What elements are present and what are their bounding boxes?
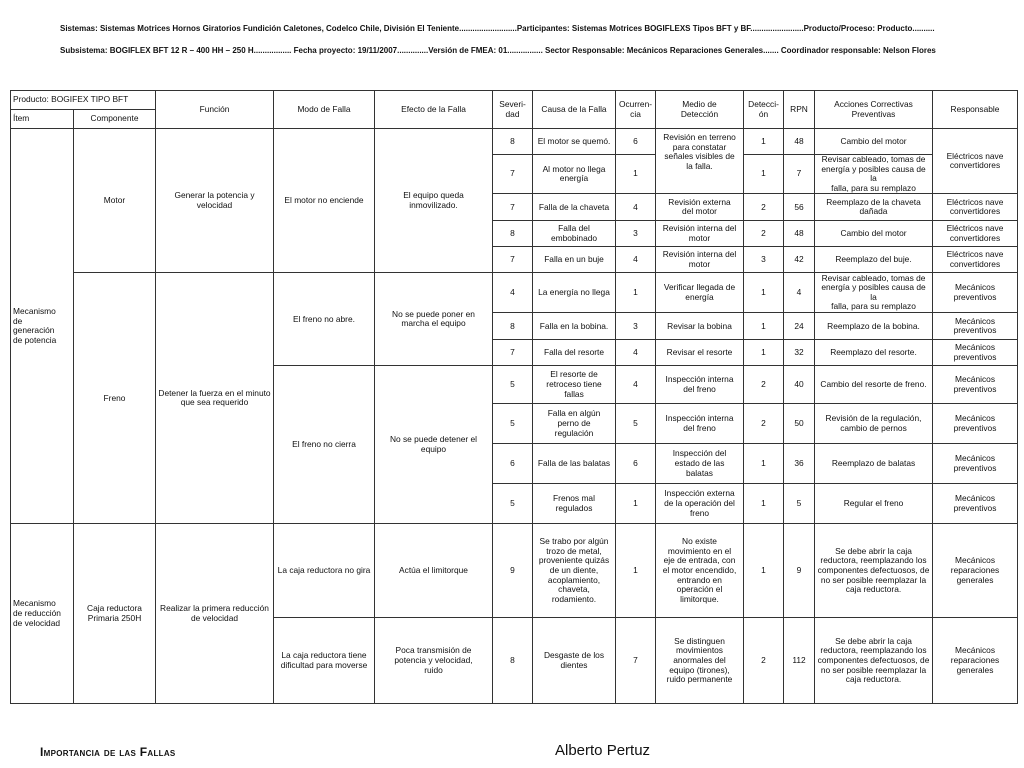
cell-ocurrencia: 4 bbox=[616, 247, 656, 273]
cell-medio: Revisión en terreno para constatar señales visibles de la falla. bbox=[656, 129, 744, 194]
cell-rpn: 48 bbox=[784, 129, 815, 155]
cell-rpn: 42 bbox=[784, 247, 815, 273]
cell-rpn: 50 bbox=[784, 404, 815, 444]
cell-responsable: Eléctricos nave convertidores bbox=[933, 221, 1018, 247]
effect-caja-dificultad: Poca transmisión de potencia y velocidad, ruido bbox=[375, 618, 493, 704]
cell-severidad: 5 bbox=[493, 404, 533, 444]
cell-ocurrencia: 7 bbox=[616, 618, 656, 704]
cell-acciones: Cambio del resorte de freno. bbox=[815, 366, 933, 404]
cell-acciones: Revisar cableado, tomas de energía y posibles causa de la falla, para su remplazo bbox=[815, 273, 933, 313]
table-row bbox=[11, 524, 1018, 618]
cell-ocurrencia: 1 bbox=[616, 155, 656, 194]
cell-causa: Falla del resorte bbox=[533, 340, 616, 366]
cell-rpn: 7 bbox=[784, 155, 815, 194]
cell-rpn: 36 bbox=[784, 444, 815, 484]
cell-medio: Verificar llegada de energía bbox=[656, 273, 744, 313]
cell-rpn: 24 bbox=[784, 313, 815, 340]
cell-responsable: Mecánicos preventivos bbox=[933, 313, 1018, 340]
cell-rpn: 32 bbox=[784, 340, 815, 366]
col-deteccion: Detecci- ón bbox=[744, 91, 784, 129]
cell-medio: Revisión interna del motor bbox=[656, 221, 744, 247]
cell-severidad: 7 bbox=[493, 340, 533, 366]
cell-responsable: Mecánicos preventivos bbox=[933, 340, 1018, 366]
effect-freno-cierra: No se puede detener el equipo bbox=[375, 366, 493, 524]
cell-causa: La energía no llega bbox=[533, 273, 616, 313]
col-efecto-falla: Efecto de la Falla bbox=[375, 91, 493, 129]
cell-acciones: Revisar cableado, tomas de energía y posibles causa de la falla, para su remplazo bbox=[815, 155, 933, 194]
cell-responsable: Eléctricos nave convertidores bbox=[933, 194, 1018, 221]
col-rpn: RPN bbox=[784, 91, 815, 129]
cell-medio: Inspección interna del freno bbox=[656, 404, 744, 444]
cell-severidad: 7 bbox=[493, 155, 533, 194]
product-label: Producto: BOGIFEX TIPO BFT bbox=[11, 91, 156, 110]
cell-medio: Se distinguen movimientos anormales del equipo (tirones), ruido permanente bbox=[656, 618, 744, 704]
cell-medio: No existe movimiento en el eje de entrada, con el motor encendido, entrando en operación el limitorque. bbox=[656, 524, 744, 618]
cell-causa: Desgaste de los dientes bbox=[533, 618, 616, 704]
col-ocurrencia: Ocurren- cia bbox=[616, 91, 656, 129]
cell-deteccion: 1 bbox=[744, 340, 784, 366]
cell-causa: El resorte de retroceso tiene fallas bbox=[533, 366, 616, 404]
cell-severidad: 8 bbox=[493, 221, 533, 247]
effect-freno-abre: No se puede poner en marcha el equipo bbox=[375, 273, 493, 366]
cell-severidad: 7 bbox=[493, 194, 533, 221]
cell-deteccion: 1 bbox=[744, 444, 784, 484]
effect-caja-gira: Actúa el limitorque bbox=[375, 524, 493, 618]
cell-causa: Falla en la bobina. bbox=[533, 313, 616, 340]
cell-causa: Falla en un buje bbox=[533, 247, 616, 273]
cell-deteccion: 1 bbox=[744, 155, 784, 194]
col-responsable: Responsable bbox=[933, 91, 1018, 129]
cell-responsable: Eléctricos nave convertidores bbox=[933, 129, 1018, 194]
header-line-1: Sistemas: Sistemas Motrices Hornos Giratorios Fundición Caletones, Codelco Chile, División El Teniente..........................Participantes: Sistemas Motrices BOGIFLEXS Tipos BFT y BF........................Producto/Proceso: Producto.......... bbox=[60, 23, 935, 33]
cell-ocurrencia: 4 bbox=[616, 366, 656, 404]
cell-rpn: 112 bbox=[784, 618, 815, 704]
cell-acciones: Se debe abrir la caja reductora, reemplazando los componentes defectuosos, de no ser posible reemplazar la caja reductora. bbox=[815, 618, 933, 704]
cell-acciones: Revisión de la regulación, cambio de pernos bbox=[815, 404, 933, 444]
mode-motor: El motor no enciende bbox=[274, 129, 375, 273]
cell-deteccion: 2 bbox=[744, 618, 784, 704]
col-medio-deteccion: Medio de Detección bbox=[656, 91, 744, 129]
cell-rpn: 40 bbox=[784, 366, 815, 404]
cell-medio: Revisar el resorte bbox=[656, 340, 744, 366]
table-row bbox=[11, 273, 1018, 313]
component-motor: Motor bbox=[74, 129, 156, 273]
cell-responsable: Mecánicos preventivos bbox=[933, 444, 1018, 484]
cell-ocurrencia: 5 bbox=[616, 404, 656, 444]
cell-deteccion: 2 bbox=[744, 404, 784, 444]
col-item: Ítem bbox=[11, 110, 74, 129]
component-caja-reductora: Caja reductora Primaria 250H bbox=[74, 524, 156, 704]
cell-acciones: Reemplazo de balatas bbox=[815, 444, 933, 484]
cell-responsable: Mecánicos reparaciones generales bbox=[933, 524, 1018, 618]
cell-acciones: Reemplazo de la bobina. bbox=[815, 313, 933, 340]
footer-author: Alberto Pertuz bbox=[555, 742, 651, 759]
cell-rpn: 4 bbox=[784, 273, 815, 313]
cell-acciones: Cambio del motor bbox=[815, 221, 933, 247]
cell-acciones: Reemplazo del resorte. bbox=[815, 340, 933, 366]
mode-caja-gira: La caja reductora no gira bbox=[274, 524, 375, 618]
cell-ocurrencia: 1 bbox=[616, 484, 656, 524]
cell-responsable: Mecánicos preventivos bbox=[933, 484, 1018, 524]
cell-severidad: 8 bbox=[493, 313, 533, 340]
cell-responsable: Mecánicos reparaciones generales bbox=[933, 618, 1018, 704]
header-row-1 bbox=[11, 91, 1018, 110]
cell-causa: Falla del embobinado bbox=[533, 221, 616, 247]
cell-ocurrencia: 3 bbox=[616, 313, 656, 340]
mode-caja-dificultad: La caja reductora tiene dificultad para moverse bbox=[274, 618, 375, 704]
cell-acciones: Se debe abrir la caja reductora, reemplazando los componentes defectuosos, de no ser posible reemplazar la caja reductora. bbox=[815, 524, 933, 618]
col-acciones: Acciones Correctivas Preventivas bbox=[815, 91, 933, 129]
cell-deteccion: 1 bbox=[744, 273, 784, 313]
cell-medio: Revisión externa del motor bbox=[656, 194, 744, 221]
cell-ocurrencia: 1 bbox=[616, 273, 656, 313]
cell-causa: Al motor no llega energía bbox=[533, 155, 616, 194]
cell-medio: Inspección del estado de las balatas bbox=[656, 444, 744, 484]
cell-deteccion: 1 bbox=[744, 129, 784, 155]
cell-deteccion: 3 bbox=[744, 247, 784, 273]
col-funcion: Función bbox=[156, 91, 274, 129]
cell-severidad: 5 bbox=[493, 366, 533, 404]
function-freno: Detener la fuerza en el minuto que sea requerido bbox=[156, 273, 274, 524]
table-row bbox=[11, 129, 1018, 155]
cell-severidad: 8 bbox=[493, 129, 533, 155]
cell-responsable: Eléctricos nave convertidores bbox=[933, 247, 1018, 273]
cell-severidad: 7 bbox=[493, 247, 533, 273]
cell-responsable: Mecánicos preventivos bbox=[933, 404, 1018, 444]
cell-acciones: Cambio del motor bbox=[815, 129, 933, 155]
effect-motor: El equipo queda inmovilizado. bbox=[375, 129, 493, 273]
cell-medio: Revisión interna del motor bbox=[656, 247, 744, 273]
cell-deteccion: 1 bbox=[744, 313, 784, 340]
cell-ocurrencia: 4 bbox=[616, 194, 656, 221]
cell-severidad: 4 bbox=[493, 273, 533, 313]
col-modo-falla: Modo de Falla bbox=[274, 91, 375, 129]
footer-title: Importancia de las Fallas bbox=[40, 745, 176, 759]
cell-severidad: 9 bbox=[493, 524, 533, 618]
item-mecanismo-generacion: Mecanismo de generación de potencia bbox=[11, 129, 74, 524]
cell-rpn: 9 bbox=[784, 524, 815, 618]
cell-ocurrencia: 6 bbox=[616, 129, 656, 155]
cell-causa: Falla de las balatas bbox=[533, 444, 616, 484]
cell-rpn: 48 bbox=[784, 221, 815, 247]
cell-severidad: 5 bbox=[493, 484, 533, 524]
cell-ocurrencia: 3 bbox=[616, 221, 656, 247]
cell-acciones: Regular el freno bbox=[815, 484, 933, 524]
cell-acciones: Reemplazo de la chaveta dañada bbox=[815, 194, 933, 221]
cell-rpn: 56 bbox=[784, 194, 815, 221]
cell-medio: Inspección externa de la operación del freno bbox=[656, 484, 744, 524]
cell-acciones: Reemplazo del buje. bbox=[815, 247, 933, 273]
function-motor: Generar la potencia y velocidad bbox=[156, 129, 274, 273]
cell-deteccion: 2 bbox=[744, 366, 784, 404]
cell-causa: Falla de la chaveta bbox=[533, 194, 616, 221]
function-caja-reductora: Realizar la primera reducción de velocidad bbox=[156, 524, 274, 704]
cell-causa: Se trabo por algún trozo de metal, proveniente quizás de un diente, acoplamiento, chaveta, rodamiento. bbox=[533, 524, 616, 618]
col-componente: Componente bbox=[74, 110, 156, 129]
cell-ocurrencia: 1 bbox=[616, 524, 656, 618]
col-severidad: Severi- dad bbox=[493, 91, 533, 129]
cell-deteccion: 1 bbox=[744, 524, 784, 618]
cell-causa: Frenos mal regulados bbox=[533, 484, 616, 524]
cell-deteccion: 2 bbox=[744, 221, 784, 247]
cell-responsable: Mecánicos preventivos bbox=[933, 366, 1018, 404]
cell-deteccion: 2 bbox=[744, 194, 784, 221]
cell-medio: Inspección interna del freno bbox=[656, 366, 744, 404]
cell-responsable: Mecánicos preventivos bbox=[933, 273, 1018, 313]
document-header bbox=[60, 22, 953, 66]
header-line-2: Subsistema: BOGIFLEX BFT 12 R – 400 HH – 250 H................. Fecha proyecto: 19/11/2007..............Versión de FMEA: 01................ Sector Responsable: Mecánicos Reparaciones Generales....... Coordinador responsable: Nelson Flores bbox=[60, 45, 936, 55]
cell-deteccion: 1 bbox=[744, 484, 784, 524]
fmea-table bbox=[10, 90, 1018, 704]
cell-severidad: 6 bbox=[493, 444, 533, 484]
cell-medio: Revisar la bobina bbox=[656, 313, 744, 340]
cell-ocurrencia: 6 bbox=[616, 444, 656, 484]
item-mecanismo-reduccion: Mecanismo de reducción de velocidad bbox=[11, 524, 74, 704]
cell-causa: Falla en algún perno de regulación bbox=[533, 404, 616, 444]
cell-causa: El motor se quemó. bbox=[533, 129, 616, 155]
cell-ocurrencia: 4 bbox=[616, 340, 656, 366]
mode-freno-abre: El freno no abre. bbox=[274, 273, 375, 366]
cell-rpn: 5 bbox=[784, 484, 815, 524]
component-freno: Freno bbox=[74, 273, 156, 524]
cell-severidad: 8 bbox=[493, 618, 533, 704]
mode-freno-cierra: El freno no cierra bbox=[274, 366, 375, 524]
col-causa-falla: Causa de la Falla bbox=[533, 91, 616, 129]
